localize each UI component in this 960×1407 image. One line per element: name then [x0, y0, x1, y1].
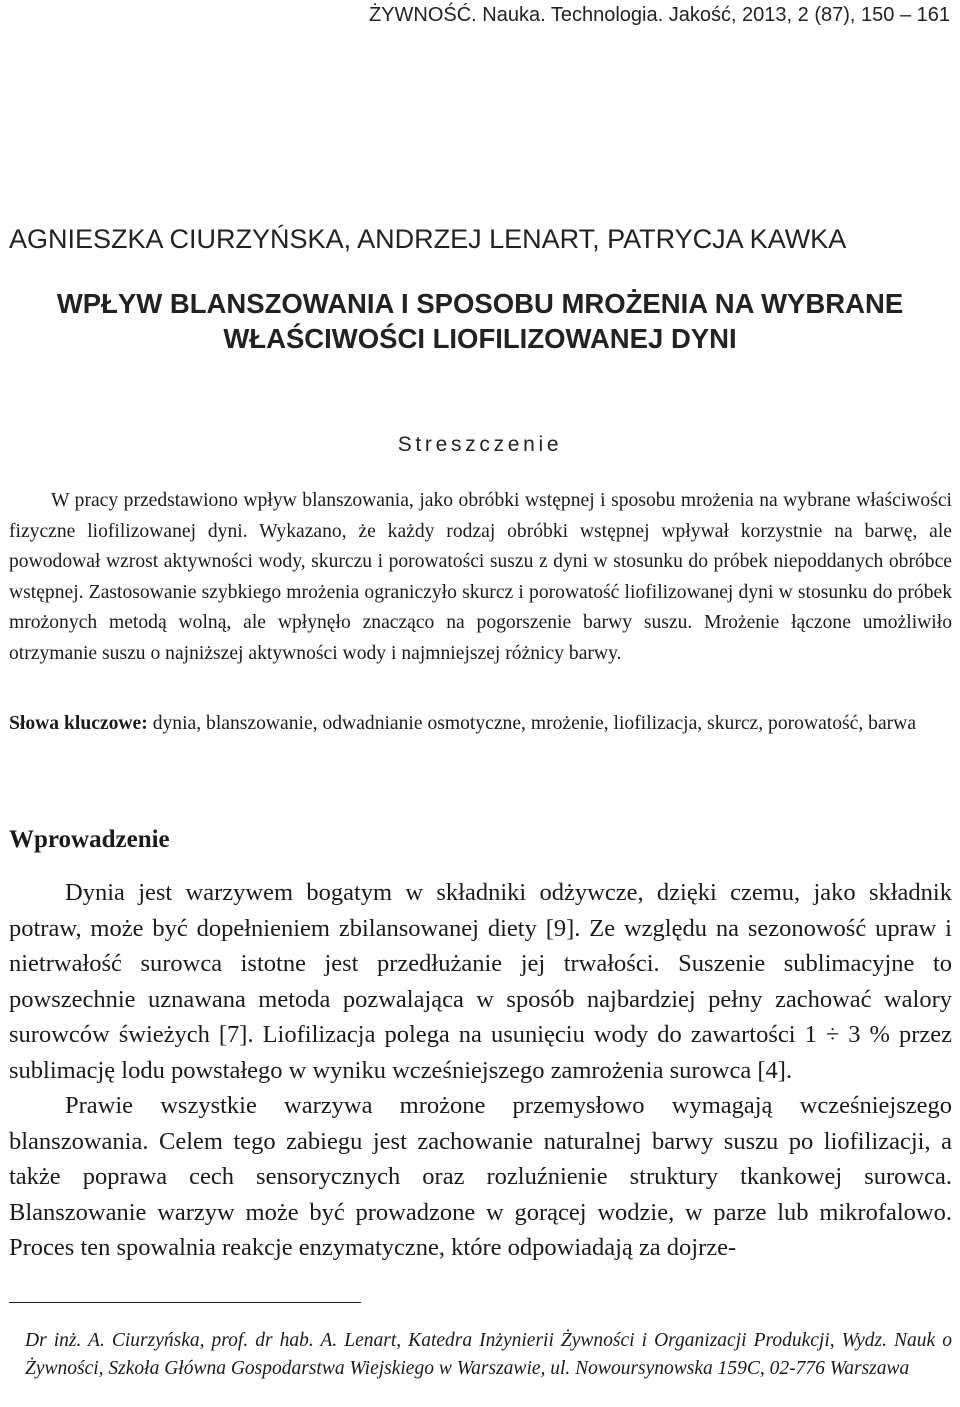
abstract-text: W pracy przedstawiono wpływ blanszowania, jako obróbki wstępnej i sposobu mrożenia na wybrane właściwości fizyczne liofilizowanej dyni. Wykazano, że każdy rodzaj obróbki wstępnej wpływał korzystnie na barwę, ale powodował wzrost aktywności wody, skurczu i porowatości suszu z dyni w stosunku do próbek niepoddanych obróbce wstępnej. Zastosowanie szybkiego mrożenia ograniczyło skurcz i porowatość liofilizowanej dyni w stosunku do próbek mrożonych metodą wolną, ale wpłynęło znacząco na pogorszenie barwy suszu. Mrożenie łączone umożliwiło otrzymanie suszu o najniższej aktywności wody i najmniejszej różnicy barwy.	[9, 490, 952, 664]
introduction-paragraph: Dynia jest warzywem bogatym w składniki odżywcze, dzięki czemu, jako składnik potraw, może być dopełnieniem zbilansowanej diety [9]. Ze względu na sezonowość upraw i nietrwałość surowca istotne jest przedłużanie jej trwałości. Suszenie sublimacyjne to powszechnie uznawana metoda pozwalająca w sposób najbardziej pełny zachować walory surowców świeżych [7]. Liofilizacja polega na usunięciu wody do zawartości 1 ÷ 3 % przez sublimację lodu powstałego w wyniku wcześniejszego zamrożenia surowca [4].	[9, 879, 952, 1084]
keywords-label: Słowa kluczowe:	[9, 713, 148, 734]
introduction-paragraph: Prawie wszystkie warzywa mrożone przemysłowo wymagają wcześniejszego blanszowania. Celem tego zabiegu jest zachowanie naturalnej barwy suszu po liofilizacji, a także poprawa cech sensorycznych oraz rozluźnienie struktury tkankowej surowca. Blanszowanie warzyw może być prowadzone w gorącej wodzie, w parze lub mikrofalowo. Proces ten spowalnia reakcje enzymatyczne, które odpowiadają za dojrze-	[9, 1092, 952, 1261]
introduction-body	[9, 875, 952, 1266]
article-title-line-2: WŁAŚCIWOŚCI LIOFILIZOWANEJ DYNI	[223, 323, 737, 354]
keywords	[9, 709, 952, 740]
running-head: ŻYWNOŚĆ. Nauka. Technologia. Jakość, 2013, 2 (87), 150 – 161	[368, 4, 950, 26]
author-list: AGNIESZKA CIURZYŃSKA, ANDRZEJ LENART, PATRYCJA KAWKA	[9, 224, 847, 254]
author-affiliation-footnote: Dr inż. A. Ciurzyńska, prof. dr hab. A. Lenart, Katedra Inżynierii Żywności i Organizacji Produkcji, Wydz. Nauk o Żywności, Szkoła Główna Gospodarstwa Wiejskiego w Warszawie, ul. Nowoursynowska 159C, 02-776 Warszawa	[25, 1330, 952, 1379]
footnote-divider	[9, 1302, 361, 1303]
keywords-text: dynia, blanszowanie, odwadnianie osmotyczne, mrożenie, liofilizacja, skurcz, porowatość, barwa	[147, 713, 917, 734]
section-heading: Wprowadzenie	[9, 826, 170, 853]
abstract-heading: Streszczenie	[397, 433, 563, 456]
article-title-line-1: WPŁYW BLANSZOWANIA I SPOSOBU MROŻENIA NA WYBRANE	[56, 288, 904, 319]
article-title	[0, 286, 960, 356]
